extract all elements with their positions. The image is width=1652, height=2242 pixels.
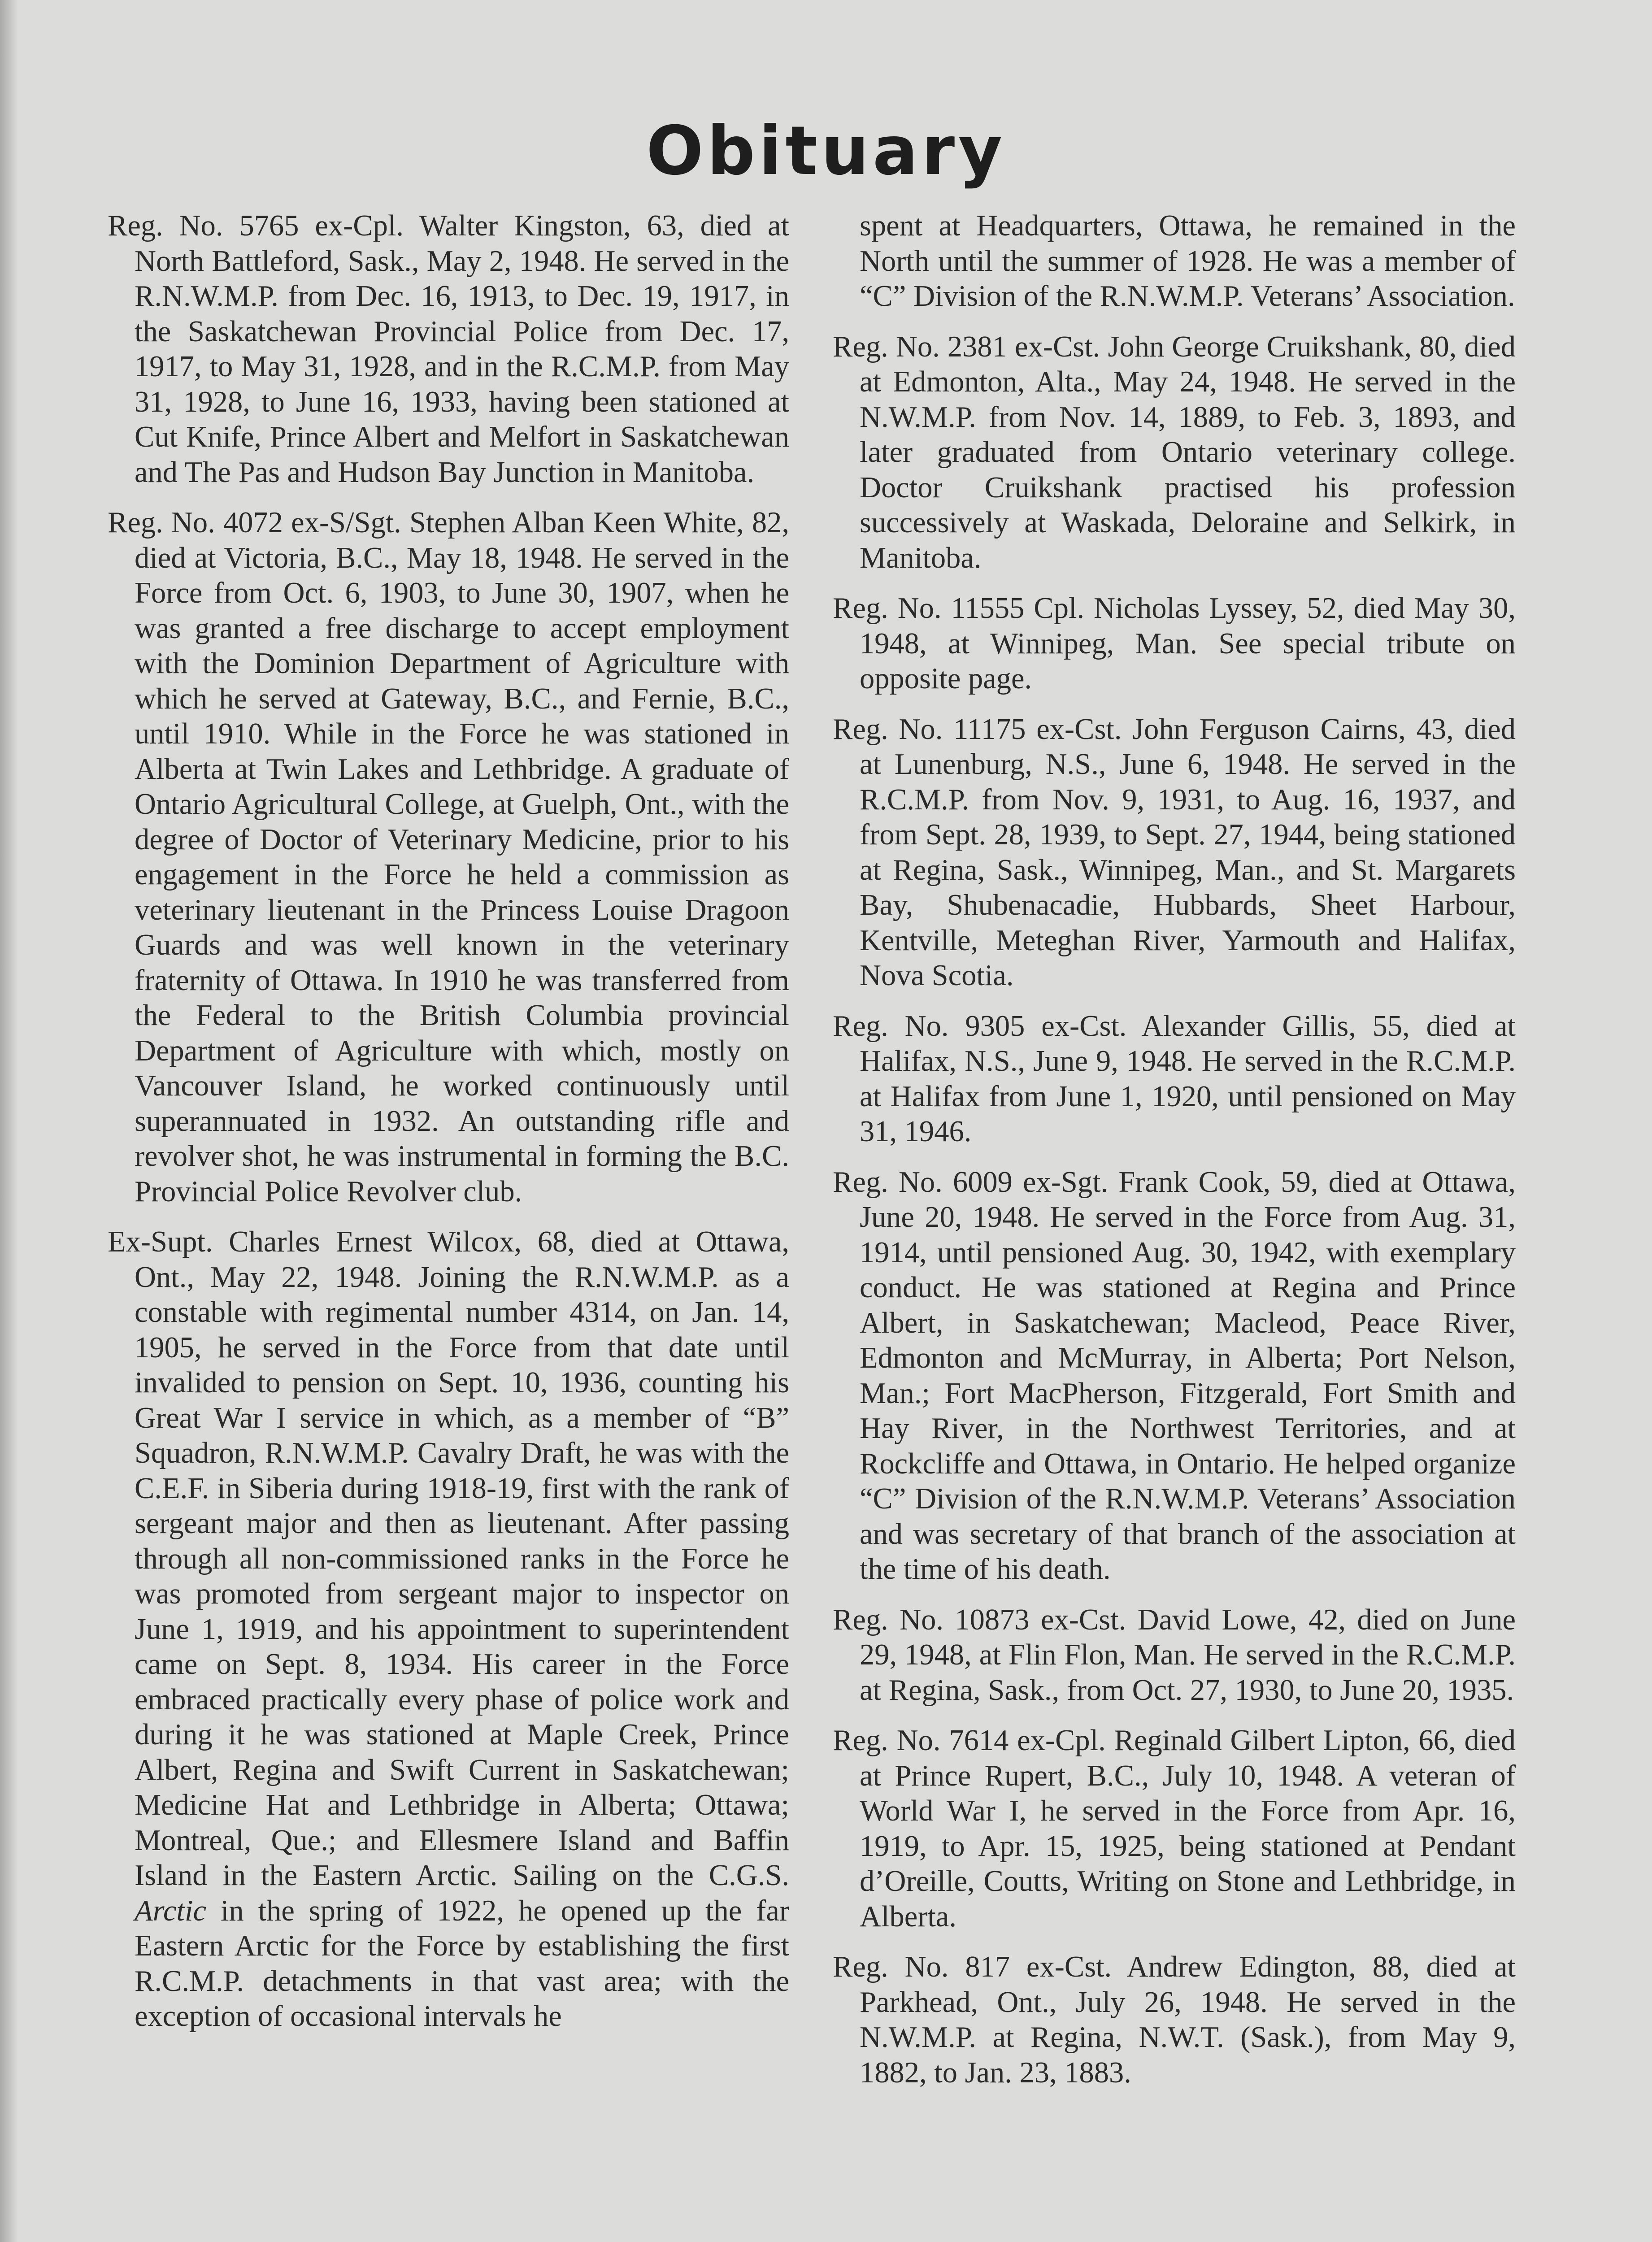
obituary-entry-wilcox bbox=[108, 1225, 789, 2034]
obituary-entry-white: Reg. No. 4072 ex-S/Sgt. Stephen Alban Keen White, 82, died at Victoria, B.C., May 18, 1948. He served in the Force from Oct. 6, 1903, to June 30, 1907, when he was granted a free discharge to accept employment with the Dominion Department of Agriculture with which he served at Gateway, B.C., and Fernie, B.C., until 1910. While in the Force he was stationed in Alberta at Twin Lakes and Lethbridge. A graduate of Ontario Agricultural College, at Guelph, Ont., with the degree of Doctor of Veterinary Medicine, prior to his engagement in the Force he held a commission as veterinary lieutenant in the Princess Louise Dragoon Guards and was well known in the veterinary fraternity of Ottawa. In 1910 he was transferred from the Federal to the British Columbia provincial Department of Agriculture with which, mostly on Vancouver Island, he worked continuously until superannuated in 1932. An outstanding rifle and revolver shot, he was instrumental in forming the B.C. Provincial Police Revolver club. bbox=[108, 506, 789, 1208]
obituary-entry-edington: Reg. No. 817 ex-Cst. Andrew Edington, 88, died at Parkhead, Ont., July 26, 1948. He served in the N.W.M.P. at Regina, N.W.T. (Sask.), from May 9, 1882, to Jan. 23, 1883. bbox=[833, 1951, 1516, 2089]
left-column bbox=[108, 209, 789, 2050]
obituary-entry-cook: Reg. No. 6009 ex-Sgt. Frank Cook, 59, died at Ottawa, June 20, 1948. He served in the Force from Aug. 31, 1914, until pensioned Aug. 30, 1942, with exemplary conduct. He was stationed at Regina and Prince Albert, in Saskatchewan; Macleod, Peace River, Edmonton and McMurray, in Alberta; Port Nelson, Man.; Fort MacPherson, Fitzgerald, Fort Smith and Hay River, in the Northwest Territories, and at Rockcliffe and Ottawa, in Ontario. He helped organize “C” Division of the R.N.W.M.P. Veterans’ Association and was secretary of that branch of the association at the time of his death. bbox=[833, 1165, 1516, 1586]
obituary-entry-lipton: Reg. No. 7614 ex-Cpl. Reginald Gilbert Lipton, 66, died at Prince Rupert, B.C., July 10, 1948. A veteran of World War I, he served in the Force from Apr. 16, 1919, to Apr. 15, 1925, being stationed at Pendant d’Oreille, Coutts, Writing on Stone and Lethbridge, in Alberta. bbox=[833, 1724, 1516, 1933]
right-column bbox=[833, 209, 1516, 2106]
obituary-entry-cairns: Reg. No. 11175 ex-Cst. John Ferguson Cairns, 43, died at Lunenburg, N.S., June 6, 1948. He served in the R.C.M.P. from Nov. 9, 1931, to Aug. 16, 1937, and from Sept. 28, 1939, to Sept. 27, 1944, being stationed at Regina, Sask., Winnipeg, Man., and St. Margarets Bay, Shubenacadie, Hubbards, Sheet Harbour, Kentville, Meteghan River, Yarmouth and Halifax, Nova Scotia. bbox=[833, 713, 1516, 992]
wilcox-text-part-1: Ex-Supt. Charles Ernest Wilcox, 68, died at Ottawa, Ont., May 22, 1948. Joining the R.N.W.M.P. as a constable with regimental number 4314, on Jan. 14, 1905, he served in the Force from that date until invalided to pension on Sept. 10, 1936, counting his Great War I service in which, as a member of “B” Squadron, R.N.W.M.P. Cavalry Draft, he was with the C.E.F. in Siberia during 1918-19, first with the rank of sergeant major and then as lieutenant. After passing through all non-commissioned ranks in the Force he was promoted from sergeant major to inspector on June 1, 1919, and his appointment to superintendent came on Sept. 8, 1934. His career in the Force embraced practically every phase of police work and during it he was stationed at Maple Creek, Prince Albert, Regina and Swift Current in Saskatchewan; Medicine Hat and Lethbridge in Alberta; Ottawa; Montreal, Que.; and Ellesmere Island and Baffin Island in the Eastern Arctic. Sailing on the C.G.S. bbox=[108, 1225, 789, 1892]
obituary-entry-lowe: Reg. No. 10873 ex-Cst. David Lowe, 42, died on June 29, 1948, at Flin Flon, Man. He served in the R.C.M.P. at Regina, Sask., from Oct. 27, 1930, to June 20, 1935. bbox=[833, 1603, 1516, 1707]
page-edge-shadow bbox=[0, 0, 18, 2242]
ship-name-arctic: Arctic bbox=[135, 1894, 207, 1927]
obituary-entry-lyssey: Reg. No. 11555 Cpl. Nicholas Lyssey, 52, died May 30, 1948, at Winnipeg, Man. See special tribute on opposite page. bbox=[833, 592, 1516, 695]
obituary-entry-wilcox-continued: spent at Headquarters, Ottawa, he remained in the North until the summer of 1928. He was a member of “C” Division of the R.N.W.M.P. Veterans’ Association. bbox=[860, 209, 1516, 313]
obituary-entry-cruikshank: Reg. No. 2381 ex-Cst. John George Cruikshank, 80, died at Edmonton, Alta., May 24, 1948. He served in the N.W.M.P. from Nov. 14, 1889, to Feb. 3, 1893, and later graduated from Ontario veterinary college. Doctor Cruikshank practised his profession successively at Waskada, Deloraine and Selkirk, in Manitoba. bbox=[833, 330, 1516, 574]
page-title: Obituary bbox=[646, 112, 1006, 190]
obituary-entry-gillis: Reg. No. 9305 ex-Cst. Alexander Gillis, 55, died at Halifax, N.S., June 9, 1948. He served in the R.C.M.P. at Halifax from June 1, 1920, until pensioned on May 31, 1946. bbox=[833, 1009, 1516, 1148]
obituary-entry-kingston: Reg. No. 5765 ex-Cpl. Walter Kingston, 63, died at North Battleford, Sask., May 2, 1948. He served in the R.N.W.M.P. from Dec. 16, 1913, to Dec. 19, 1917, in the Saskatchewan Provincial Police from Dec. 17, 1917, to May 31, 1928, and in the R.C.M.P. from May 31, 1928, to June 16, 1933, having been stationed at Cut Knife, Prince Albert and Melfort in Saskatchewan and The Pas and Hudson Bay Junction in Manitoba. bbox=[108, 209, 789, 489]
wilcox-text-part-2: in the spring of 1922, he opened up the far Eastern Arctic for the Force by establishing the first R.C.M.P. detachments in that vast area; with the exception of occasional intervals he bbox=[135, 1894, 789, 2033]
